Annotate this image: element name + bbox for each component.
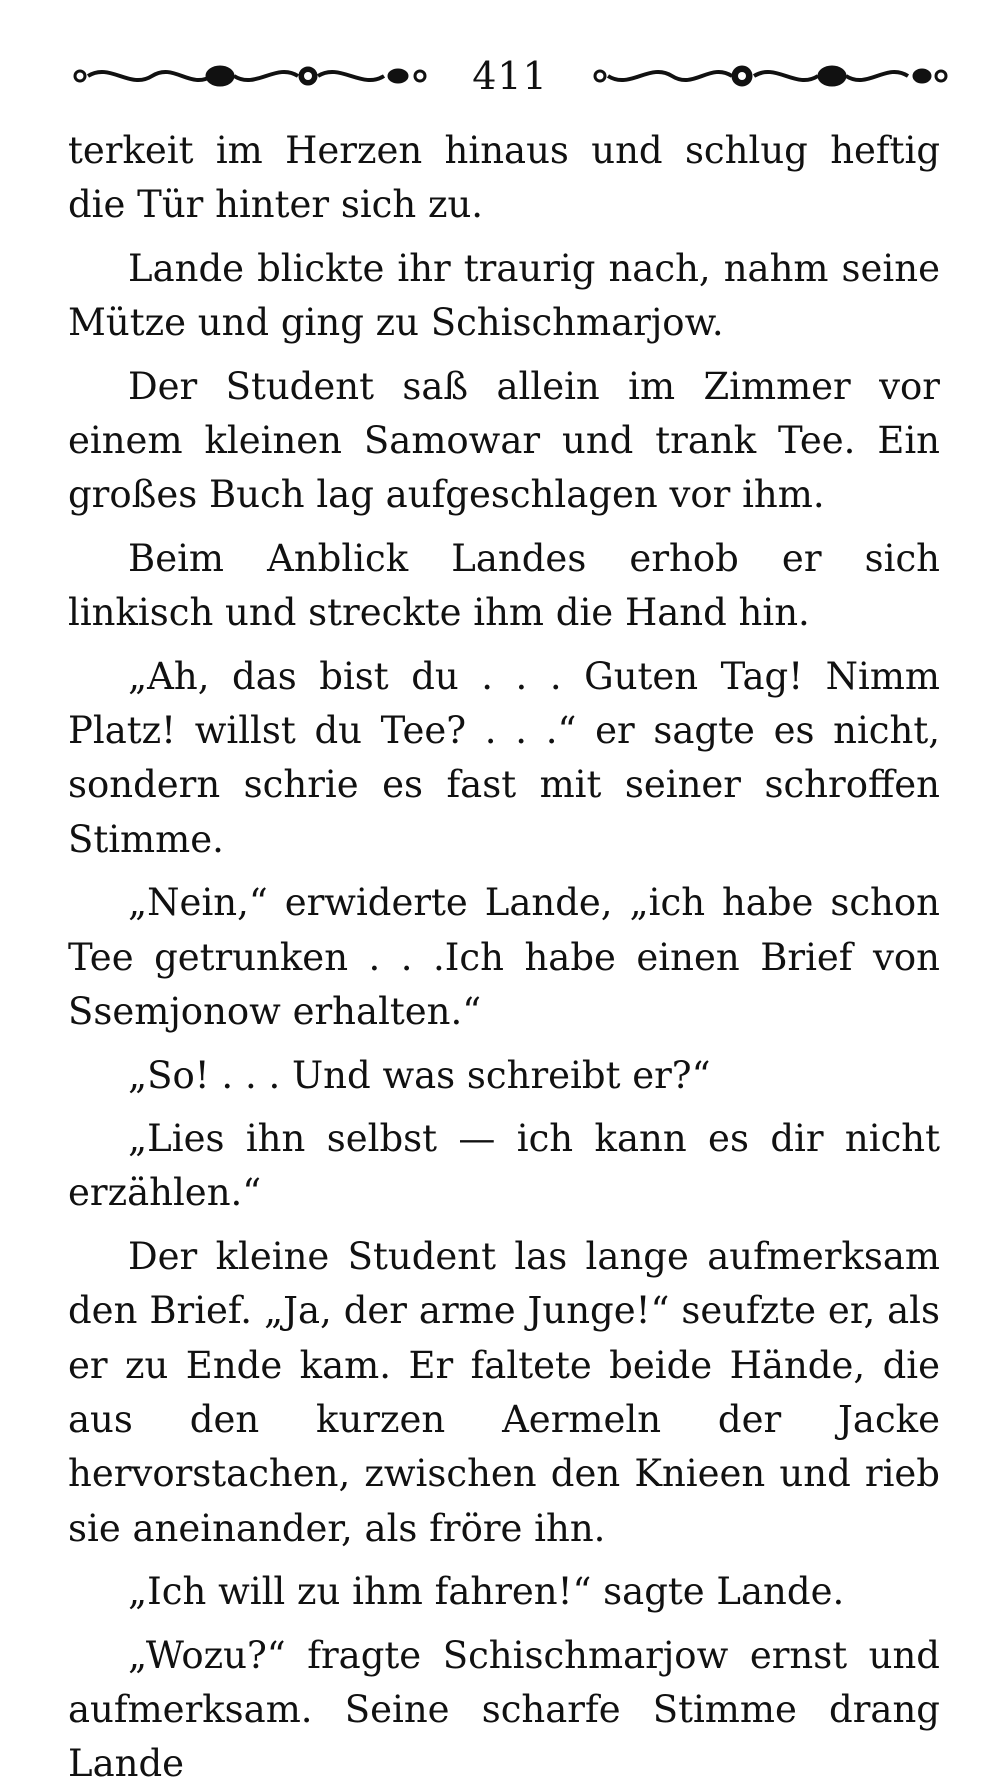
paragraph: Beim Anblick Landes erhob er sich linkisch und streckte ihm die Hand hin. xyxy=(68,536,940,635)
paragraph: „Nein,“ erwiderte Lande, „ich habe schon Tee getrunken . . .Ich habe einen Brief von Ssemjonow erhalten.“ xyxy=(68,881,940,1034)
paragraph: Der Student saß allein im Zimmer vor einem kleinen Samowar und trank Tee. Ein großes Buch lag aufgeschlagen vor ihm. xyxy=(68,364,940,517)
left-ornament-icon xyxy=(70,56,430,96)
paragraph: Der kleine Student las lange aufmerksam den Brief. „Ja, der arme Junge!“ seufzte er, als er zu Ende kam. Er faltete beide Hände, die aus den kurzen Aermeln der Jacke hervorstachen, zwischen den Knieen und rieb sie aneinander, als fröre ihn. xyxy=(68,1234,940,1550)
page-header xyxy=(70,46,950,106)
paragraph: Lande blickte ihr traurig nach, nahm seine Mütze und ging zu Schischmarjow. xyxy=(68,246,940,345)
page-number: 411 xyxy=(472,54,548,98)
paragraph: „Wozu?“ fragte Schischmarjow ernst und aufmerksam. Seine scharfe Stimme drang Lande xyxy=(68,1633,940,1786)
page-body xyxy=(68,124,940,1792)
paragraph: „Ich will zu ihm fahren!“ sagte Lande. xyxy=(128,1570,845,1614)
paragraph: terkeit im Herzen hinaus und schlug heftig die Tür hinter sich zu. xyxy=(68,129,940,227)
paragraph: „Lies ihn selbst — ich kann es dir nicht erzählen.“ xyxy=(68,1116,940,1215)
paragraph: „Ah, das bist du . . . Guten Tag! Nimm Platz! willst du Tee? . . .“ er sagte es nicht, sondern schrie es fast mit seiner schroffen Stimme. xyxy=(68,654,940,861)
paragraph: „So! . . . Und was schreibt er?“ xyxy=(128,1053,711,1097)
right-ornament-icon xyxy=(590,56,950,96)
